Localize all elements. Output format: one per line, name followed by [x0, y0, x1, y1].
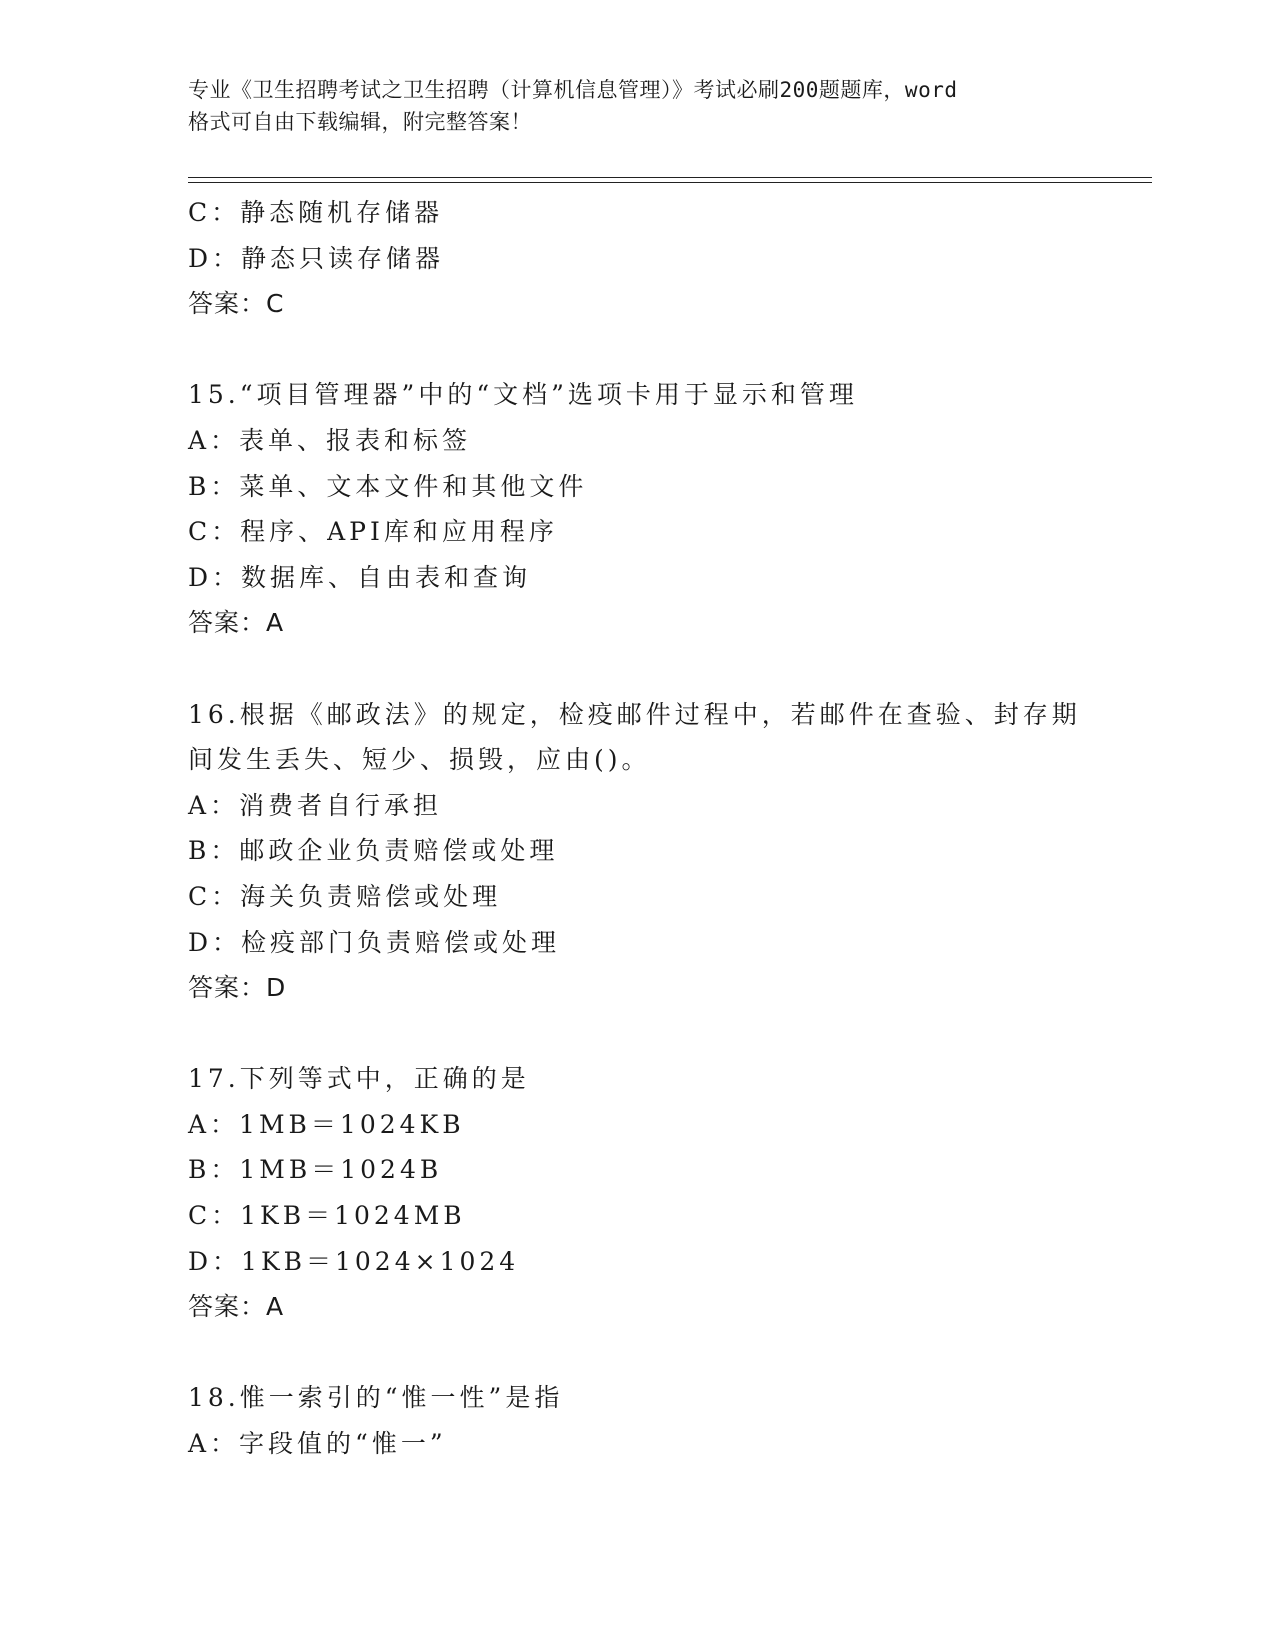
question-block-17 — [188, 1056, 1152, 1330]
answer-line: 答案：C — [188, 289, 285, 319]
option-d: D：检疫部门负责赔偿或处理 — [188, 927, 561, 957]
question-stem: 18.惟一索引的“惟一性”是指 — [188, 1383, 564, 1413]
option-a: A：字段值的“惟一” — [188, 1429, 447, 1459]
question-stem: 17.下列等式中，正确的是 — [188, 1064, 530, 1094]
question-block-continued — [188, 190, 1152, 327]
option-b: B：菜单、文本文件和其他文件 — [188, 471, 588, 501]
option-b: B：1MB＝1024B — [188, 1155, 443, 1185]
question-block-16 — [188, 692, 1152, 1011]
option-c: C：静态随机存储器 — [188, 198, 444, 227]
option-c: C：1KB＝1024MB — [188, 1201, 466, 1231]
option-b: B：邮政企业负责赔偿或处理 — [188, 836, 559, 866]
option-c: C：海关负责赔偿或处理 — [188, 881, 502, 911]
question-block-15 — [188, 372, 1152, 646]
option-d: D：1KB＝1024×1024 — [188, 1246, 520, 1276]
option-d: D：数据库、自由表和查询 — [188, 562, 532, 592]
header-rule-top — [188, 177, 1152, 178]
spacer — [188, 646, 1152, 692]
spacer — [188, 1011, 1152, 1057]
header-rule-bottom — [188, 182, 1152, 183]
answer-line: 答案：D — [188, 973, 287, 1003]
option-d: D：静态只读存储器 — [188, 243, 445, 273]
header-line-2: 格式可自由下载编辑，附完整答案！ — [188, 110, 532, 134]
spacer — [188, 327, 1152, 373]
answer-line: 答案：A — [188, 1292, 285, 1322]
option-c: C：程序、API库和应用程序 — [188, 517, 558, 547]
header-line-1: 专业《卫生招聘考试之卫生招聘（计算机信息管理）》考试必刷200题题库，word — [188, 78, 958, 102]
question-stem: 15.“项目管理器”中的“文档”选项卡用于显示和管理 — [188, 380, 858, 410]
document-body — [188, 190, 1152, 1467]
question-block-18 — [188, 1375, 1152, 1466]
question-stem: 16.根据《邮政法》的规定，检疫邮件过程中，若邮件在查验、封存期 — [188, 699, 1081, 729]
answer-line: 答案：A — [188, 608, 285, 638]
option-a: A：1MB＝1024KB — [188, 1109, 465, 1139]
spacer — [188, 1330, 1152, 1376]
question-stem-continued: 间发生丢失、短少、损毁，应由()。 — [188, 745, 651, 775]
option-a: A：消费者自行承担 — [188, 790, 443, 820]
option-a: A：表单、报表和标签 — [188, 425, 472, 455]
document-header — [188, 74, 1088, 138]
